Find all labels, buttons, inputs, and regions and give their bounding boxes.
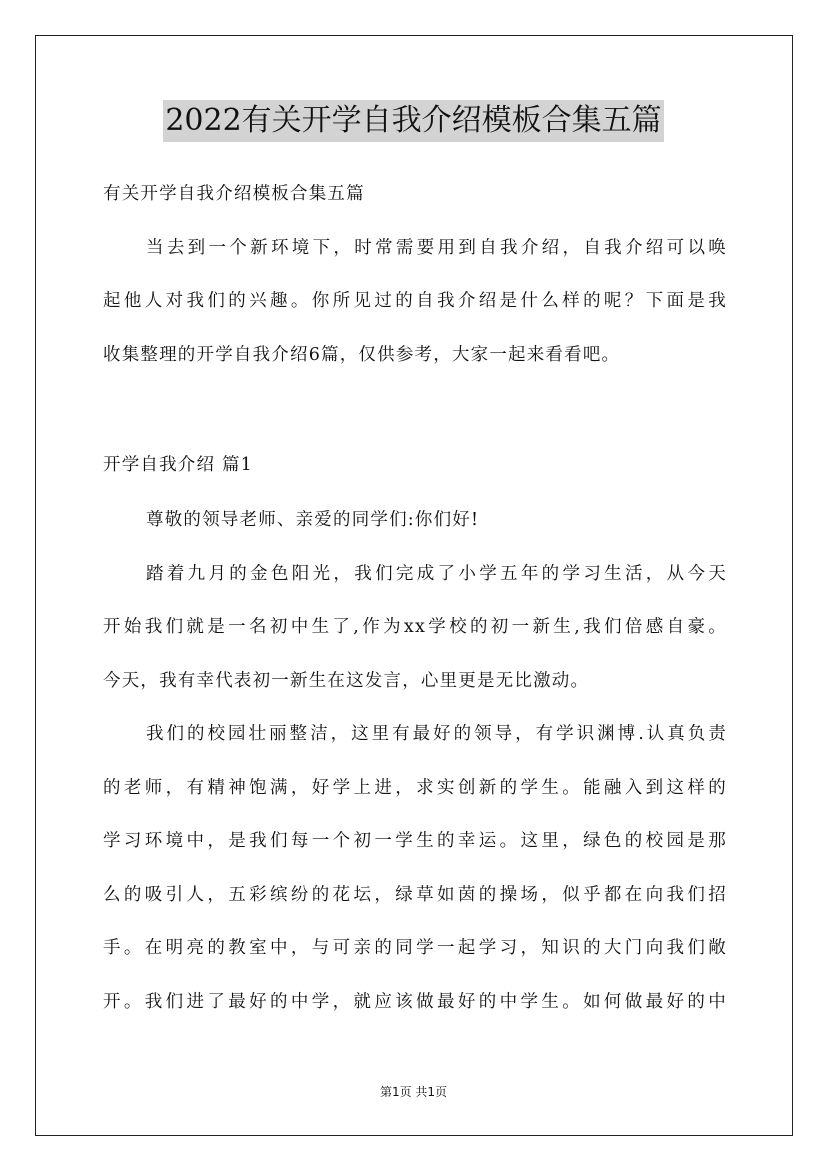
intro-line: 当去到一个新环境下，时常需要用到自我介绍，自我介绍可以唤 xyxy=(146,238,727,258)
paragraph-line: 踏着九月的金色阳光，我们完成了小学五年的学习生活，从今天 xyxy=(146,564,727,584)
paragraph-line: 学习环境中，是我们每一个初一学生的幸运。这里，绿色的校园是那 xyxy=(103,831,727,851)
paragraph-line: 开始我们就是一名初中生了,作为xx学校的初一新生,我们倍感自豪。 xyxy=(103,617,727,637)
paragraph-line: 么的吸引人，五彩缤纷的花坛，绿草如茵的操场，似乎都在向我们招 xyxy=(103,885,727,905)
document-title: 2022有关开学自我介绍模板合集五篇 xyxy=(163,100,663,142)
document-subtitle: 有关开学自我介绍模板合集五篇 xyxy=(103,184,365,204)
paragraph-line: 今天，我有幸代表初一新生在这发言，心里更是无比激动。 xyxy=(103,671,590,691)
intro-line: 起他人对我们的兴趣。你所见过的自我介绍是什么样的呢？下面是我 xyxy=(103,291,727,311)
section-heading: 开学自我介绍 篇1 xyxy=(103,455,253,475)
page-number-footer: 第1页 共1页 xyxy=(379,1085,448,1099)
greeting-line: 尊敬的领导老师、亲爱的同学们:你们好! xyxy=(146,510,480,530)
paragraph-line: 手。在明亮的教室中，与可亲的同学一起学习，知识的大门向我们敞 xyxy=(103,938,727,958)
paragraph-line: 的老师，有精神饱满，好学上进，求实创新的学生。能融入到这样的 xyxy=(103,778,727,798)
intro-line: 收集整理的开学自我介绍6篇，仅供参考，大家一起来看看吧。 xyxy=(103,345,621,365)
title-container xyxy=(0,100,827,142)
paragraph-line: 开。我们进了最好的中学，就应该做最好的中学生。如何做最好的中 xyxy=(103,992,727,1012)
paragraph-line: 我们的校园壮丽整洁，这里有最好的领导，有学识渊博.认真负责 xyxy=(146,724,727,744)
